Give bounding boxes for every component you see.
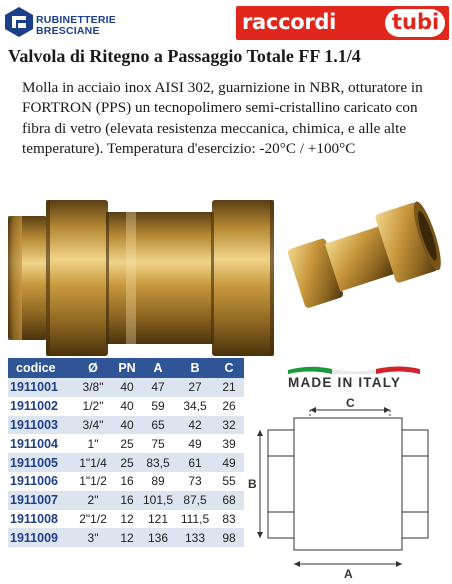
table-cell: 3"	[72, 528, 114, 547]
header-a: A	[140, 358, 176, 378]
cell-codice: 1911004	[8, 434, 72, 453]
table-cell: 49	[176, 434, 214, 453]
table-cell: 21	[214, 378, 244, 397]
table-cell: 111,5	[176, 510, 214, 529]
table-cell: 101,5	[140, 491, 176, 510]
brand-right-part2: tubi	[392, 10, 440, 34]
table-row	[8, 397, 244, 416]
table-cell: 1"	[72, 434, 114, 453]
dimension-diagram	[248, 398, 448, 580]
valve-photo-side-icon	[8, 186, 278, 362]
cell-codice: 1911009	[8, 528, 72, 547]
table-cell: 65	[140, 416, 176, 435]
cell-codice: 1911001	[8, 378, 72, 397]
table-cell: 121	[140, 510, 176, 529]
header-c: C	[214, 358, 244, 378]
table-cell: 40	[114, 397, 140, 416]
table-cell: 42	[176, 416, 214, 435]
table-cell: 12	[114, 510, 140, 529]
diagram-label-c: C	[346, 398, 355, 410]
header-codice: codice	[8, 358, 72, 378]
table-cell: 40	[114, 378, 140, 397]
table-cell: 98	[214, 528, 244, 547]
brand-left-line1: RUBINETTERIE	[36, 14, 116, 26]
page-title: Valvola di Ritegno a Passaggio Totale FF 1.1/4	[8, 46, 361, 66]
made-in-italy-label: MADE IN ITALY	[288, 375, 402, 390]
table-cell: 87,5	[176, 491, 214, 510]
rubinetterie-bresciane-logo	[4, 6, 134, 40]
table-cell: 12	[114, 528, 140, 547]
table-cell: 59	[140, 397, 176, 416]
table-cell: 1"1/2	[72, 472, 114, 491]
table-row	[8, 378, 244, 397]
table-row	[8, 472, 244, 491]
raccordi-e-tubi-logo	[236, 6, 449, 40]
table-cell: 1"1/4	[72, 453, 114, 472]
cell-codice: 1911006	[8, 472, 72, 491]
diagram-label-b: B	[248, 477, 257, 491]
cell-codice: 1911007	[8, 491, 72, 510]
table-cell: 133	[176, 528, 214, 547]
table-row	[8, 453, 244, 472]
table-row	[8, 434, 244, 453]
table-cell: 83,5	[140, 453, 176, 472]
table-cell: 89	[140, 472, 176, 491]
table-cell: 16	[114, 491, 140, 510]
table-cell: 34,5	[176, 397, 214, 416]
table-cell: 32	[214, 416, 244, 435]
table-row	[8, 416, 244, 435]
table-cell: 136	[140, 528, 176, 547]
header-b: B	[176, 358, 214, 378]
table-cell: 1/2"	[72, 397, 114, 416]
table-cell: 39	[214, 434, 244, 453]
table-cell: 47	[140, 378, 176, 397]
table-cell: 40	[114, 416, 140, 435]
table-cell: 49	[214, 453, 244, 472]
table-cell: 55	[214, 472, 244, 491]
cell-codice: 1911005	[8, 453, 72, 472]
diagram-label-a: A	[344, 567, 353, 580]
cell-codice: 1911003	[8, 416, 72, 435]
header-pn: PN	[114, 358, 140, 378]
table-cell: 68	[214, 491, 244, 510]
cell-codice: 1911008	[8, 510, 72, 529]
italy-flag-icon	[288, 364, 420, 374]
table-cell: 73	[176, 472, 214, 491]
table-cell: 25	[114, 453, 140, 472]
header-diameter: Ø	[72, 358, 114, 378]
table-header-row	[8, 358, 244, 378]
spec-table	[8, 358, 244, 547]
valve-photo-angled-icon	[280, 186, 448, 310]
table-cell: 26	[214, 397, 244, 416]
rb-logo-icon	[4, 6, 34, 38]
brand-right-part1: raccordi	[242, 10, 337, 34]
table-cell: 61	[176, 453, 214, 472]
table-cell: 2"	[72, 491, 114, 510]
table-row	[8, 528, 244, 547]
table-cell: 25	[114, 434, 140, 453]
table-cell: 3/8"	[72, 378, 114, 397]
cell-codice: 1911002	[8, 397, 72, 416]
table-cell: 2"1/2	[72, 510, 114, 529]
brand-left-line2: BRESCIANE	[36, 25, 100, 37]
table-row	[8, 510, 244, 529]
table-row	[8, 491, 244, 510]
table-cell: 16	[114, 472, 140, 491]
table-cell: 3/4"	[72, 416, 114, 435]
table-cell: 27	[176, 378, 214, 397]
product-description: Molla in acciaio inox AISI 302, guarnizione in NBR, otturatore in FORTRON (PPS) un tecnopolimero semi-cristallino caricato con fibra di vetro (elevata resistenza meccanica, chimica, e alle alte temperature). Temperatura d'esercizio: -20°C / +100°C	[22, 79, 423, 157]
table-cell: 75	[140, 434, 176, 453]
table-cell: 83	[214, 510, 244, 529]
